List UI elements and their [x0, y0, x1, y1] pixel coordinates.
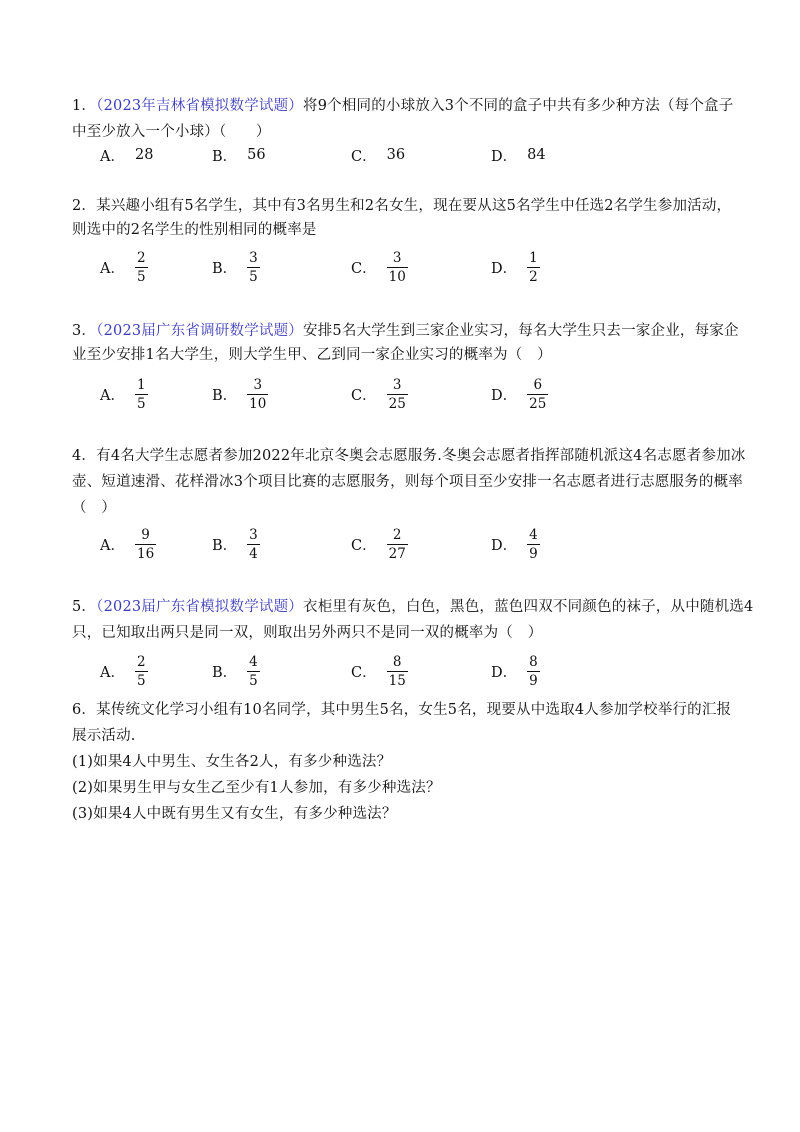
q2-option-a[interactable] — [100, 245, 148, 289]
q5-line2: 只，已知取出两只是同一双，则取出另外两只不是同一双的概率为（ ） — [72, 625, 543, 641]
q1-option-a[interactable] — [100, 145, 153, 165]
fraction — [527, 527, 540, 562]
denominator: 5 — [249, 672, 258, 689]
q4-line1: 4．有4名大学生志愿者参加2022年北京冬奥会志愿服务.冬奥会志愿者指挥部随机派这4名志愿者参加冰 — [72, 448, 746, 464]
option-value: 28 — [134, 147, 154, 163]
option-letter: D． — [491, 387, 518, 404]
q6-line1: 6．某传统文化学习小组有10名同学，其中男生5名，女生5名，现要从中选取4人参加学校举行的汇报 — [72, 702, 732, 718]
fraction — [527, 654, 540, 689]
fraction — [387, 527, 408, 562]
q5-option-d[interactable] — [491, 649, 540, 693]
numerator: 2 — [136, 249, 146, 266]
option-letter: A． — [100, 260, 125, 277]
option-value: 36 — [386, 147, 406, 163]
fraction — [387, 377, 408, 412]
q4-line3: （ ） — [72, 500, 117, 516]
fraction — [135, 527, 156, 562]
fraction — [135, 654, 148, 689]
fraction — [247, 377, 268, 412]
fraction — [387, 654, 408, 689]
numerator: 3 — [392, 376, 402, 393]
option-letter: A． — [100, 664, 125, 681]
option-letter: D． — [491, 260, 518, 277]
denominator: 9 — [529, 672, 538, 689]
q3-option-c[interactable] — [351, 372, 408, 416]
q6-sub1: (1)如果4人中男生、女生各2人，有多少种选法？ — [72, 754, 392, 770]
option-letter: C． — [351, 387, 377, 404]
option-value: 56 — [247, 147, 266, 163]
q1-line1 — [72, 96, 733, 116]
option-letter: B． — [212, 148, 238, 165]
numerator: 1 — [136, 376, 146, 393]
option-letter: B． — [212, 664, 238, 681]
q3-option-b[interactable] — [212, 372, 268, 416]
q4-option-c[interactable] — [351, 522, 408, 566]
denominator: 27 — [388, 545, 406, 562]
q1-text: 将9个相同的小球放入3个不同的盒子中共有多少种方法（每个盒子 — [303, 98, 734, 114]
q4-line2: 壶、短道速滑、花样滑冰3个项目比赛的志愿服务，则每个项目至少安排一名志愿者进行志愿服务的概率 — [72, 474, 743, 490]
q3-option-d[interactable] — [491, 372, 548, 416]
q6-sub3: (3)如果4人中既有男生又有女生，有多少种选法？ — [72, 806, 397, 822]
denominator: 16 — [136, 545, 155, 562]
q1-option-d[interactable] — [491, 145, 546, 165]
numerator: 4 — [529, 526, 538, 543]
q6-line2: 展示活动. — [72, 728, 136, 744]
option-letter: B． — [212, 537, 238, 554]
q1-option-b[interactable] — [212, 145, 266, 165]
q5-text: 衣柜里有灰色，白色，黑色，蓝色四双不同颜色的袜子，从中随机选4 — [303, 599, 754, 615]
numerator: 9 — [141, 526, 150, 543]
fraction — [247, 654, 260, 689]
option-letter: C． — [351, 664, 377, 681]
fraction — [527, 377, 548, 412]
q6-sub2: (2)如果男生甲与女生乙至少有1人参加，有多少种选法？ — [72, 780, 441, 796]
denominator: 5 — [136, 672, 146, 689]
q5-line1 — [72, 597, 753, 617]
numerator: 4 — [249, 653, 258, 670]
denominator: 5 — [249, 268, 258, 285]
option-letter: D． — [491, 148, 518, 165]
denominator: 2 — [529, 268, 538, 285]
numerator: 8 — [529, 653, 538, 670]
q3-line2: 业至少安排1名大学生，则大学生甲、乙到同一家企业实习的概率为（ ） — [72, 347, 552, 363]
denominator: 15 — [388, 672, 406, 689]
numerator: 2 — [136, 653, 146, 670]
fraction — [527, 250, 540, 285]
option-letter: B． — [212, 260, 238, 277]
option-letter: A． — [100, 537, 125, 554]
q5-option-c[interactable] — [351, 649, 408, 693]
denominator: 25 — [388, 395, 406, 412]
fraction — [387, 250, 408, 285]
q2-option-b[interactable] — [212, 245, 260, 289]
q4-option-a[interactable] — [100, 522, 156, 566]
q5-source: （2023届广东省模拟数学试题） — [96, 599, 303, 615]
q3-line1 — [72, 321, 739, 341]
numerator: 8 — [392, 653, 402, 670]
option-letter: C． — [351, 260, 377, 277]
q2-line2: 则选中的2名学生的性别相同的概率是 — [72, 222, 317, 238]
q3-option-a[interactable] — [100, 372, 148, 416]
numerator: 3 — [249, 249, 258, 266]
denominator: 25 — [529, 395, 547, 412]
q5-option-b[interactable] — [212, 649, 260, 693]
option-letter: B． — [212, 387, 238, 404]
numerator: 6 — [533, 376, 543, 393]
option-letter: A． — [100, 387, 125, 404]
denominator: 5 — [136, 395, 146, 412]
q2-option-c[interactable] — [351, 245, 408, 289]
numerator: 2 — [392, 526, 402, 543]
option-letter: D． — [491, 664, 518, 681]
q1-number: 1． — [72, 98, 97, 114]
q3-text: 安排5名大学生到三家企业实习，每名大学生只去一家企业，每家企 — [303, 323, 739, 339]
numerator: 3 — [249, 526, 258, 543]
fraction — [135, 250, 148, 285]
q1-line2: 中至少放入一个小球）（ ） — [72, 124, 271, 140]
denominator: 5 — [136, 268, 146, 285]
q5-option-a[interactable] — [100, 649, 148, 693]
q2-option-d[interactable] — [491, 245, 540, 289]
option-letter: A． — [100, 148, 125, 165]
fraction — [247, 250, 260, 285]
q1-source: （2023年吉林省模拟数学试题） — [96, 98, 303, 114]
denominator: 9 — [529, 545, 538, 562]
numerator: 3 — [253, 376, 263, 393]
q3-source: （2023届广东省调研数学试题） — [96, 323, 303, 339]
option-letter: C． — [351, 537, 377, 554]
numerator: 3 — [392, 249, 402, 266]
denominator: 4 — [249, 545, 258, 562]
option-value: 84 — [527, 147, 546, 163]
option-letter: D． — [491, 537, 518, 554]
q2-line1: 2．某兴趣小组有5名学生，其中有3名男生和2名女生，现在要从这5名学生中任选2名学生参加活动， — [72, 198, 732, 214]
fraction — [247, 527, 260, 562]
option-letter: C． — [351, 148, 377, 165]
q1-option-c[interactable] — [351, 145, 405, 165]
denominator: 10 — [249, 395, 267, 412]
numerator: 1 — [529, 249, 538, 266]
fraction — [135, 377, 148, 412]
q4-option-d[interactable] — [491, 522, 540, 566]
q4-option-b[interactable] — [212, 522, 260, 566]
q3-number: 3． — [72, 323, 97, 339]
denominator: 10 — [388, 268, 406, 285]
q5-number: 5． — [72, 599, 97, 615]
